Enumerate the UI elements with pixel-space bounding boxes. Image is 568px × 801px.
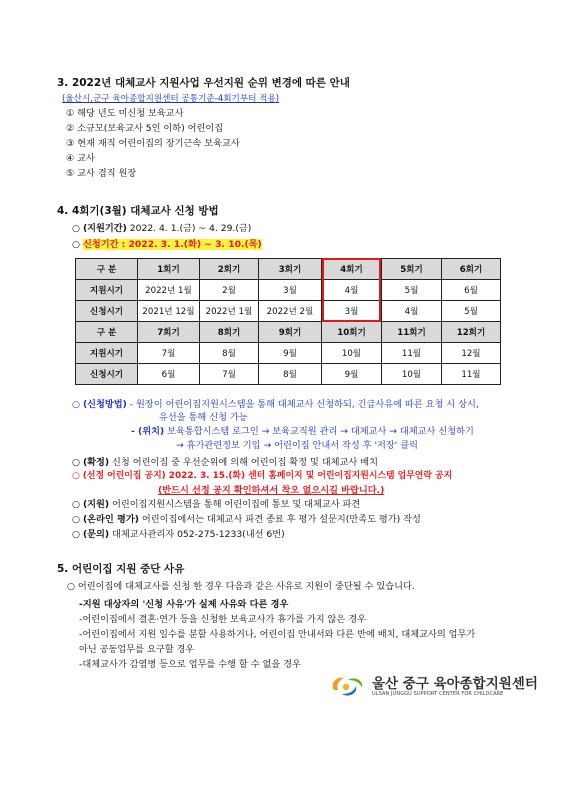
table-cell: 5회기 xyxy=(382,259,442,280)
table-cell: 7월 xyxy=(138,343,200,364)
table-row xyxy=(76,280,501,301)
notice-subtext: (반드시 선정 공지 확인하셔서 착오 없으시길 바랍니다.) xyxy=(158,485,385,496)
apply-period-label: 신청기간 : 2022. 3. 1.(화) ~ 3. 10.(목) xyxy=(82,239,262,250)
highlight-box-4th-round xyxy=(322,258,381,322)
table-cell: 9월 xyxy=(259,343,322,364)
support-period-value: 2022. 4. 1.(금) ~ 4. 29.(금) xyxy=(129,223,252,234)
bullet-circle: ○ xyxy=(72,239,81,250)
table-cell: 4월 xyxy=(382,301,442,322)
table-cell: 11월 xyxy=(442,364,501,385)
table-cell: 3월 xyxy=(322,301,382,322)
table-cell: 8회기 xyxy=(200,322,259,343)
table-cell: 11월 xyxy=(382,343,442,364)
table-cell: 6회기 xyxy=(442,259,501,280)
table-header-row xyxy=(76,259,501,280)
contact-text: 대체교사관리자 052-275-1233(내선 6번) xyxy=(112,529,285,540)
table-cell: 2021년 12월 xyxy=(138,301,200,322)
table-cell: 5월 xyxy=(442,301,501,322)
table-cell: 7회기 xyxy=(138,322,200,343)
table-cell: 6월 xyxy=(442,280,501,301)
section-3-note: (울산시,군구 육아종합지원센터 공통기준-4회기부터 적용) xyxy=(62,94,280,104)
stop-reason-3: -어린이집에서 지원 일수를 분할 사용하거나, 어린이집 안내서와 다른 반에 배치, 대체교사의 업무가 xyxy=(79,629,476,640)
table-cell: 10월 xyxy=(322,343,382,364)
table-cell: 7월 xyxy=(200,364,259,385)
dispatch-line xyxy=(72,498,360,511)
notice-text: (선정 어린이집 공지) 2022. 3. 15.(화) 센터 홈페이지 및 어린이집지원시스템 업무연락 공지 xyxy=(82,471,453,481)
contact-label: (문의) xyxy=(82,529,110,540)
stop-reason-3-cont: 아닌 공동업무를 요구할 경우 xyxy=(79,644,195,655)
confirm-text: 신청 어린이집 중 우선순위에 의해 어린이집 확정 및 대체교사 배치 xyxy=(112,457,378,468)
table-cell: 2022년 1월 xyxy=(138,280,200,301)
table-row xyxy=(76,364,501,385)
stop-reason-4: -대체교사가 감염병 등으로 업무를 수행 할 수 없을 경우 xyxy=(79,659,301,670)
table-cell: 12회기 xyxy=(442,322,501,343)
table-cell: 5월 xyxy=(382,280,442,301)
table-cell: 4회기 xyxy=(322,259,382,280)
table-cell: 2회기 xyxy=(200,259,259,280)
bullet-circle: ○ xyxy=(72,514,81,525)
section-5-title: 5. 어린이집 지원 중단 사유 xyxy=(57,563,185,575)
bullet-circle: ○ xyxy=(72,499,81,510)
center-logo-icon xyxy=(328,672,368,700)
location-line-2: → 휴가관련정보 기입 → 어린이집 안내서 작성 후 '저장' 클릭 xyxy=(176,440,418,451)
stop-reason-2: -어린이집에서 결혼·연가 등을 신청한 보육교사가 휴가를 가지 않은 경우 xyxy=(79,614,366,625)
table-cell: 지원시기 xyxy=(76,343,138,364)
table-cell: 11회기 xyxy=(382,322,442,343)
method-line-1 xyxy=(72,398,479,411)
bullet-circle: ○ xyxy=(72,457,81,468)
dispatch-label: (지원) xyxy=(82,499,110,510)
method-text: - 원장이 어린이집지원시스템을 통해 대체교사 신청하되, 긴급사유에 따른 요청 시 상시, xyxy=(129,399,479,410)
section-3-title: 3. 2022년 대체교사 지원사업 우선지원 순위 변경에 따른 안내 xyxy=(57,77,350,89)
table-cell: 구 분 xyxy=(76,259,138,280)
online-eval-label: (온라인 평가) xyxy=(82,514,139,525)
table-cell: 1회기 xyxy=(138,259,200,280)
priority-item-4: ④ 교사 xyxy=(66,153,95,164)
center-logo-name: 울산 중구 육아종합지원센터 xyxy=(372,676,538,692)
table-cell: 2022년 2월 xyxy=(259,301,322,322)
table-cell: 8월 xyxy=(200,343,259,364)
schedule-table xyxy=(75,258,501,385)
table-cell: 2022년 1월 xyxy=(200,301,259,322)
confirm-label: (확정) xyxy=(82,457,110,468)
notice-line xyxy=(72,470,452,483)
location-text: 보육통합시스템 로그인 → 보육교직원 관리 → 대체교사 → 대체교사 신청하기 xyxy=(167,426,474,437)
table-row xyxy=(76,301,501,322)
table-cell: 신청시기 xyxy=(76,364,138,385)
table-cell: 3회기 xyxy=(259,259,322,280)
priority-item-5: ⑤ 교사 겸직 원장 xyxy=(66,168,137,179)
confirm-line xyxy=(72,456,378,469)
table-cell: 9월 xyxy=(322,364,382,385)
table-cell: 지원시기 xyxy=(76,280,138,301)
table-cell: 8월 xyxy=(259,364,322,385)
bullet-circle: ○ xyxy=(72,223,81,234)
table-cell: 2월 xyxy=(200,280,259,301)
location-line-1 xyxy=(131,425,474,438)
table-row xyxy=(76,343,501,364)
table-cell: 10월 xyxy=(382,364,442,385)
section-4-title: 4. 4회기(3월) 대체교사 신청 방법 xyxy=(57,205,219,217)
center-logo-subtitle: ULSAN JUNGGU SUPPORT CENTER FOR CHILDCARE xyxy=(372,691,504,697)
online-eval-line xyxy=(72,513,421,526)
bullet-circle: ○ xyxy=(72,529,81,540)
bullet-circle: ○ xyxy=(72,471,80,481)
priority-item-1: ① 해당 년도 미신청 보육교사 xyxy=(66,108,184,119)
bullet-circle: ○ xyxy=(72,399,81,410)
table-cell: 신청시기 xyxy=(76,301,138,322)
table-header-row xyxy=(76,322,501,343)
table-cell: 12월 xyxy=(442,343,501,364)
section-5-intro: ○ 어린이집에 대체교사를 신청 한 경우 다음과 같은 사유로 지원이 중단될 수 있습니다. xyxy=(67,581,415,592)
support-period-label: (지원기간) xyxy=(82,223,127,234)
table-cell: 4월 xyxy=(322,280,382,301)
table-cell: 10회기 xyxy=(322,322,382,343)
apply-period-line xyxy=(72,238,262,251)
table-cell: 6월 xyxy=(138,364,200,385)
method-label: (신청방법) xyxy=(82,399,127,410)
priority-item-3: ③ 현재 재직 어린이집의 장기근속 보육교사 xyxy=(66,138,240,149)
online-eval-text: 어린이집에서는 대체교사 파견 종료 후 평가 설문지(만족도 평가) 작성 xyxy=(141,514,421,525)
table-cell: 9회기 xyxy=(259,322,322,343)
support-period-line xyxy=(72,222,251,235)
method-line-2: 유선을 통해 신청 가능 xyxy=(159,412,248,423)
dispatch-text: 어린이집지원시스템을 통해 어린이집에 통보 및 대체교사 파견 xyxy=(112,499,361,510)
stop-reason-1: -지원 대상자의 '신청 사유'가 실제 사유와 다른 경우 xyxy=(79,599,289,610)
table-cell: 구 분 xyxy=(76,322,138,343)
location-label: - (위치) xyxy=(131,426,165,437)
table-cell: 3월 xyxy=(259,280,322,301)
contact-line xyxy=(72,528,285,541)
priority-item-2: ② 소규모(보육교사 5인 이하) 어린이집 xyxy=(66,123,224,134)
